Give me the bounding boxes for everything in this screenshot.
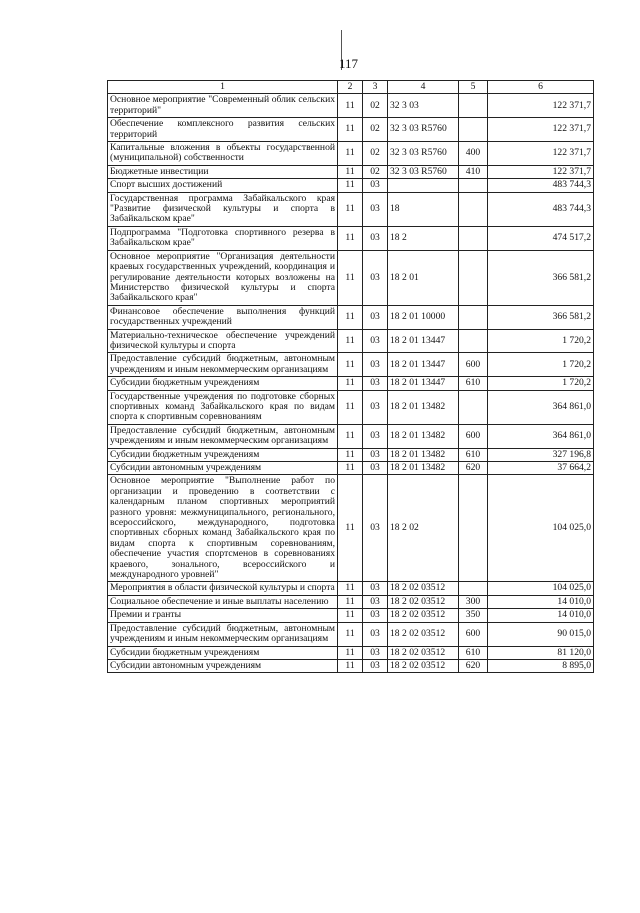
table-row: [108, 377, 594, 390]
amount-cell: 122 371,7: [488, 142, 594, 166]
column-header: 6: [488, 81, 594, 94]
subsection-code-cell: 02: [363, 142, 388, 166]
table-row: [108, 424, 594, 448]
amount-cell: 90 015,0: [488, 622, 594, 646]
expense-type-cell: [459, 305, 488, 329]
row-name-cell: Государственные учреждения по подготовке сборных спортивных команд Забайкальского края по видам спорта к спортивным соревнованиям: [108, 390, 338, 424]
table-row: [108, 305, 594, 329]
section-code-cell: 11: [338, 226, 363, 250]
section-code-cell: 11: [338, 353, 363, 377]
target-article-cell: 32 3 03 R5760: [388, 118, 459, 142]
subsection-code-cell: 03: [363, 226, 388, 250]
expense-type-cell: [459, 329, 488, 353]
table-row: [108, 390, 594, 424]
expense-type-cell: 610: [459, 646, 488, 659]
table-row: [108, 179, 594, 192]
section-code-cell: 11: [338, 475, 363, 582]
expense-type-cell: 400: [459, 142, 488, 166]
row-name-cell: Мероприятия в области физической культуры и спорта: [108, 582, 338, 595]
table-row: [108, 329, 594, 353]
section-code-cell: 11: [338, 448, 363, 461]
subsection-code-cell: 03: [363, 646, 388, 659]
table-row: [108, 646, 594, 659]
amount-cell: 122 371,7: [488, 118, 594, 142]
expense-type-cell: [459, 250, 488, 305]
expense-type-cell: 410: [459, 165, 488, 178]
table-row: [108, 118, 594, 142]
expense-type-cell: 600: [459, 622, 488, 646]
target-article-cell: 18 2 01 13447: [388, 353, 459, 377]
section-code-cell: 11: [338, 377, 363, 390]
column-header: 1: [108, 81, 338, 94]
target-article-cell: 18 2 01: [388, 250, 459, 305]
subsection-code-cell: 03: [363, 250, 388, 305]
amount-cell: 483 744,3: [488, 192, 594, 226]
row-name-cell: Предоставление субсидий бюджетным, автономным учреждениям и иным некоммерческим организациям: [108, 424, 338, 448]
section-code-cell: 11: [338, 390, 363, 424]
amount-cell: 1 720,2: [488, 353, 594, 377]
subsection-code-cell: 03: [363, 179, 388, 192]
table-row: [108, 582, 594, 595]
amount-cell: 366 581,2: [488, 305, 594, 329]
amount-cell: 14 010,0: [488, 595, 594, 608]
section-code-cell: 11: [338, 622, 363, 646]
target-article-cell: 18 2 01 13447: [388, 377, 459, 390]
budget-table: [107, 80, 594, 673]
amount-cell: 364 861,0: [488, 390, 594, 424]
row-name-cell: Предоставление субсидий бюджетным, автономным учреждениям и иным некоммерческим организациям: [108, 353, 338, 377]
subsection-code-cell: 03: [363, 377, 388, 390]
table-row: [108, 475, 594, 582]
amount-cell: 1 720,2: [488, 377, 594, 390]
table-row: [108, 94, 594, 118]
target-article-cell: 18 2 02 03512: [388, 659, 459, 672]
section-code-cell: 11: [338, 118, 363, 142]
target-article-cell: 18 2 01 13482: [388, 448, 459, 461]
row-name-cell: Подпрограмма "Подготовка спортивного резерва в Забайкальском крае": [108, 226, 338, 250]
section-code-cell: 11: [338, 646, 363, 659]
table-row: [108, 609, 594, 622]
target-article-cell: 18 2 02 03512: [388, 622, 459, 646]
target-article-cell: 18 2 01 13482: [388, 462, 459, 475]
section-code-cell: 11: [338, 329, 363, 353]
amount-cell: 104 025,0: [488, 582, 594, 595]
row-name-cell: Премии и гранты: [108, 609, 338, 622]
target-article-cell: 18 2: [388, 226, 459, 250]
subsection-code-cell: 03: [363, 659, 388, 672]
section-code-cell: 11: [338, 94, 363, 118]
expense-type-cell: [459, 192, 488, 226]
target-article-cell: 32 3 03 R5760: [388, 165, 459, 178]
subsection-code-cell: 03: [363, 192, 388, 226]
row-name-cell: Субсидии бюджетным учреждениям: [108, 448, 338, 461]
section-code-cell: 11: [338, 424, 363, 448]
subsection-code-cell: 03: [363, 353, 388, 377]
row-name-cell: Финансовое обеспечение выполнения функций государственных учреждений: [108, 305, 338, 329]
expense-type-cell: [459, 179, 488, 192]
section-code-cell: 11: [338, 462, 363, 475]
subsection-code-cell: 03: [363, 622, 388, 646]
subsection-code-cell: 02: [363, 94, 388, 118]
row-name-cell: Бюджетные инвестиции: [108, 165, 338, 178]
table-row: [108, 595, 594, 608]
target-article-cell: 18 2 01 13482: [388, 390, 459, 424]
target-article-cell: 18 2 02 03512: [388, 609, 459, 622]
amount-cell: 37 664,2: [488, 462, 594, 475]
expense-type-cell: 610: [459, 448, 488, 461]
row-name-cell: Материально-техническое обеспечение учреждений физической культуры и спорта: [108, 329, 338, 353]
section-code-cell: 11: [338, 179, 363, 192]
amount-cell: 122 371,7: [488, 94, 594, 118]
row-name-cell: Основное мероприятие "Современный облик сельских территорий": [108, 94, 338, 118]
target-article-cell: 18 2 01 13482: [388, 424, 459, 448]
expense-type-cell: 620: [459, 462, 488, 475]
target-article-cell: 18 2 01 10000: [388, 305, 459, 329]
target-article-cell: 18 2 02 03512: [388, 595, 459, 608]
amount-cell: 483 744,3: [488, 179, 594, 192]
amount-cell: 327 196,8: [488, 448, 594, 461]
column-header: 2: [338, 81, 363, 94]
target-article-cell: 32 3 03: [388, 94, 459, 118]
target-article-cell: 32 3 03 R5760: [388, 142, 459, 166]
section-code-cell: 11: [338, 250, 363, 305]
table-row: [108, 142, 594, 166]
row-name-cell: Субсидии бюджетным учреждениям: [108, 646, 338, 659]
expense-type-cell: [459, 226, 488, 250]
amount-cell: 8 895,0: [488, 659, 594, 672]
subsection-code-cell: 03: [363, 595, 388, 608]
page-number: 117: [339, 56, 359, 71]
section-code-cell: 11: [338, 142, 363, 166]
expense-type-cell: 600: [459, 424, 488, 448]
subsection-code-cell: 03: [363, 582, 388, 595]
amount-cell: 474 517,2: [488, 226, 594, 250]
expense-type-cell: 350: [459, 609, 488, 622]
table-header-row: [108, 81, 594, 94]
row-name-cell: Социальное обеспечение и иные выплаты населению: [108, 595, 338, 608]
row-name-cell: Обеспечение комплексного развития сельских территорий: [108, 118, 338, 142]
table-row: [108, 448, 594, 461]
row-name-cell: Основное мероприятие "Организация деятельности краевых государственных учреждений, координация и регулирование деятельности которых возложены на Министерство физической культуры и спорта Забайкальского края": [108, 250, 338, 305]
expense-type-cell: 610: [459, 377, 488, 390]
row-name-cell: Капитальные вложения в объекты государственной (муниципальной) собственности: [108, 142, 338, 166]
expense-type-cell: 600: [459, 353, 488, 377]
column-header: 5: [459, 81, 488, 94]
amount-cell: 364 861,0: [488, 424, 594, 448]
expense-type-cell: [459, 582, 488, 595]
row-name-cell: Субсидии бюджетным учреждениям: [108, 377, 338, 390]
amount-cell: 366 581,2: [488, 250, 594, 305]
row-name-cell: Спорт высших достижений: [108, 179, 338, 192]
target-article-cell: 18 2 02 03512: [388, 646, 459, 659]
target-article-cell: 18 2 02: [388, 475, 459, 582]
subsection-code-cell: 03: [363, 475, 388, 582]
section-code-cell: 11: [338, 192, 363, 226]
table-row: [108, 353, 594, 377]
section-code-cell: 11: [338, 305, 363, 329]
target-article-cell: 18: [388, 192, 459, 226]
subsection-code-cell: 03: [363, 329, 388, 353]
subsection-code-cell: 03: [363, 609, 388, 622]
table-row: [108, 462, 594, 475]
amount-cell: 81 120,0: [488, 646, 594, 659]
expense-type-cell: [459, 390, 488, 424]
subsection-code-cell: 03: [363, 424, 388, 448]
expense-type-cell: [459, 94, 488, 118]
target-article-cell: 18 2 02 03512: [388, 582, 459, 595]
row-name-cell: Субсидии автономным учреждениям: [108, 462, 338, 475]
amount-cell: 104 025,0: [488, 475, 594, 582]
subsection-code-cell: 03: [363, 448, 388, 461]
section-code-cell: 11: [338, 595, 363, 608]
column-header: 3: [363, 81, 388, 94]
amount-cell: 14 010,0: [488, 609, 594, 622]
subsection-code-cell: 03: [363, 462, 388, 475]
row-name-cell: Субсидии автономным учреждениям: [108, 659, 338, 672]
table-row: [108, 165, 594, 178]
expense-type-cell: 620: [459, 659, 488, 672]
table-row: [108, 250, 594, 305]
amount-cell: 122 371,7: [488, 165, 594, 178]
target-article-cell: [388, 179, 459, 192]
amount-cell: 1 720,2: [488, 329, 594, 353]
subsection-code-cell: 03: [363, 305, 388, 329]
section-code-cell: 11: [338, 165, 363, 178]
table-row: [108, 659, 594, 672]
subsection-code-cell: 02: [363, 165, 388, 178]
row-name-cell: Основное мероприятие "Выполнение работ по организации и проведению в соответствии с календарным планом спортивных мероприятий разного уровня: межмуниципального, регионального, всероссийского, международного, подготовка спортивных сборных команд Забайкальского края по видам спорта к спортивным соревнованиям, обеспечение участия спортсменов в соревнованиях краевого, зонального, всероссийского и международного уровней": [108, 475, 338, 582]
subsection-code-cell: 03: [363, 390, 388, 424]
row-name-cell: Государственная программа Забайкальского края "Развитие физической культуры и спорта в Забайкальском крае": [108, 192, 338, 226]
subsection-code-cell: 02: [363, 118, 388, 142]
section-code-cell: 11: [338, 582, 363, 595]
column-header: 4: [388, 81, 459, 94]
section-code-cell: 11: [338, 609, 363, 622]
table-row: [108, 226, 594, 250]
section-code-cell: 11: [338, 659, 363, 672]
table-row: [108, 192, 594, 226]
target-article-cell: 18 2 01 13447: [388, 329, 459, 353]
row-name-cell: Предоставление субсидий бюджетным, автономным учреждениям и иным некоммерческим организациям: [108, 622, 338, 646]
table-row: [108, 622, 594, 646]
expense-type-cell: 300: [459, 595, 488, 608]
expense-type-cell: [459, 118, 488, 142]
expense-type-cell: [459, 475, 488, 582]
